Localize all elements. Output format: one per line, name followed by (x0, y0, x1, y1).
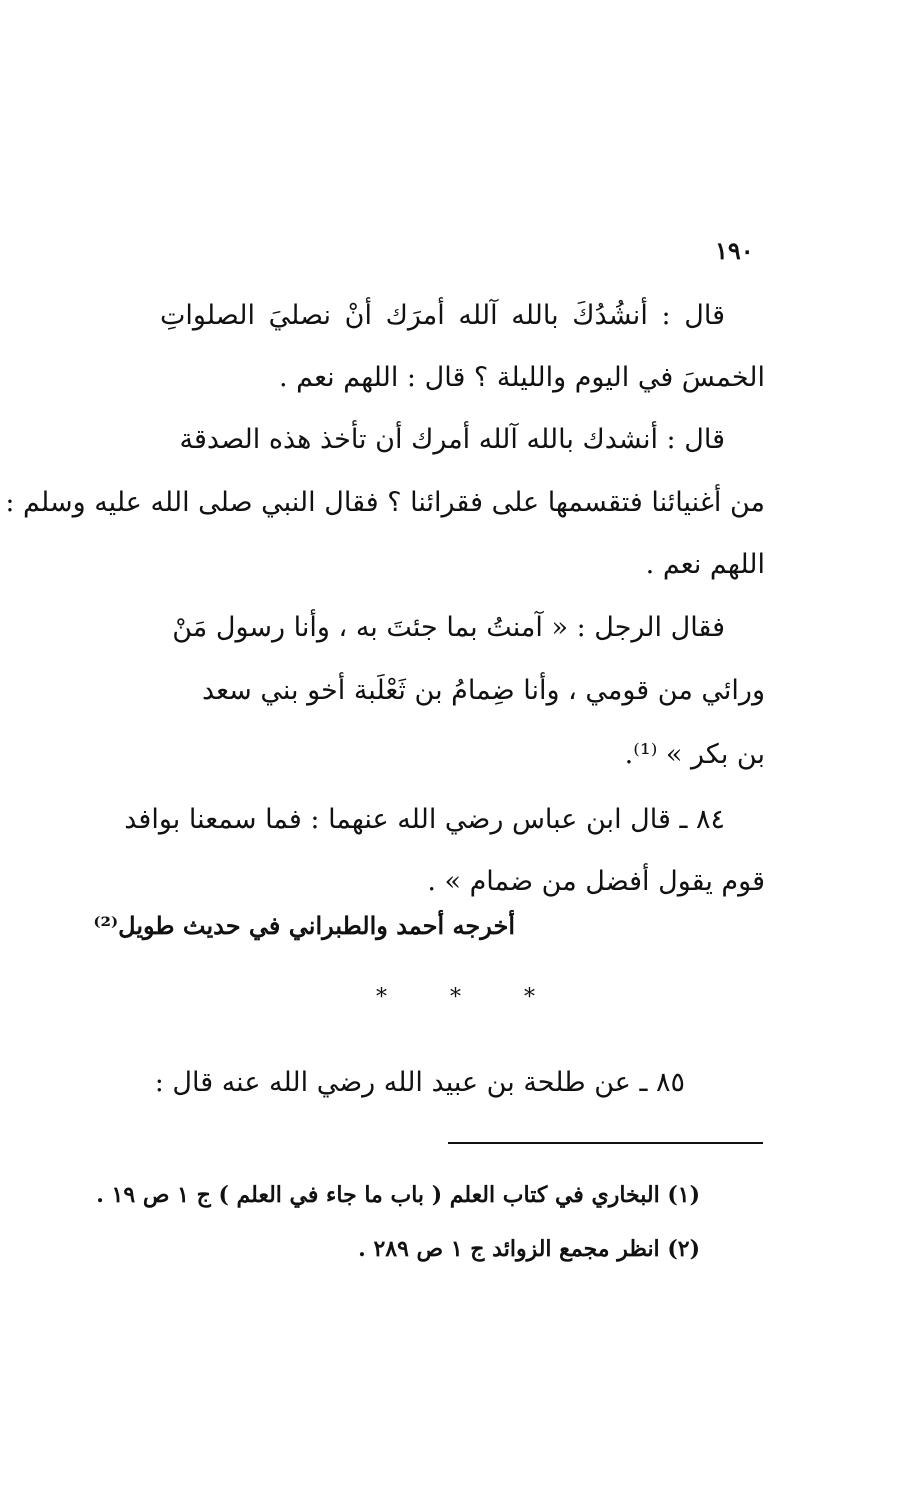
body-line-10: قوم يقول أفضل من ضمام » . (427, 866, 765, 897)
attribution-line: أخرجه أحمد والطبراني في حديث طويل⁽²⁾ (93, 911, 515, 940)
body-line-3: قال : أنشدك بالله آلله أمرك أن تأخذ هذه الصدقة (179, 424, 725, 455)
body-line-7: ورائي من قومي ، وأنا ضِمامُ بن ثَعْلَبة أخو بني سعد (201, 675, 765, 706)
body-line-6: فقال الرجل : « آمنتُ بما جئتَ به ، وأنا رسول مَنْ (172, 612, 725, 643)
body-line-5: اللهم نعم . (645, 549, 765, 580)
body-line-8: بن بكر » ⁽¹⁾. (624, 739, 765, 770)
footnote-2: (٢) انظر مجمع الزوائد ج ١ ص ٢٨٩ . (358, 1236, 700, 1262)
body-line-4: من أغنيائنا فتقسمها على فقرائنا ؟ فقال النبي صلى الله عليه وسلم : (5, 487, 765, 518)
page-number: ١٩٠ (715, 236, 754, 265)
body-line-9: ٨٤ ـ قال ابن عباس رضي الله عنهما : فما سمعنا بوافد (124, 804, 725, 835)
body-line-1: قال : أنشُدُكَ بالله آلله أمرَك أنْ نصليَ الصلواتِ (160, 300, 725, 331)
footnote-1: (١) البخاري في كتاب العلم ( باب ما جاء في العلم ) ج ١ ص ١٩ . (96, 1182, 700, 1208)
hadith-85-line: ٨٥ ـ عن طلحة بن عبيد الله رضي الله عنه قال : (154, 1067, 685, 1098)
section-separator: * * * (376, 985, 563, 1010)
footnote-rule (448, 1142, 763, 1144)
body-line-2: الخمسَ في اليوم والليلة ؟ قال : اللهم نعم . (279, 362, 765, 393)
